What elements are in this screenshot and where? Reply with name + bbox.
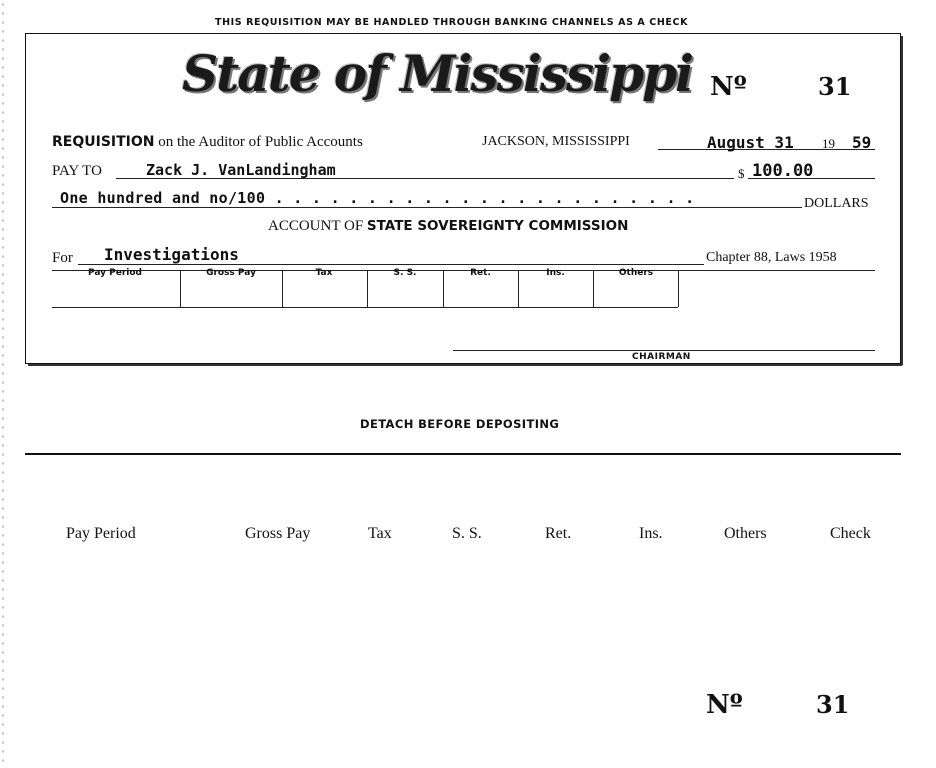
stub-number-value: 31 xyxy=(816,690,850,719)
chapter-reference: Chapter 88, Laws 1958 xyxy=(706,250,837,265)
currency-symbol: $ xyxy=(738,166,745,181)
dollars-label: DOLLARS xyxy=(804,196,869,211)
check-number-label: Nº xyxy=(710,72,747,102)
stub-head-gross-pay: Gross Pay xyxy=(245,525,311,542)
stub-head-ret: Ret. xyxy=(545,525,572,542)
deduction-head-gross-pay: Gross Pay xyxy=(206,268,256,278)
amount-figures: 100.00 xyxy=(752,161,814,181)
check-number-value: 31 xyxy=(818,72,852,101)
chairman-label: CHAIRMAN xyxy=(632,352,691,362)
stub-head-ss: S. S. xyxy=(452,525,482,542)
amount-in-words: One hundred and no/100 . . . . . . . . . . . . . . . . . . . . . . . xyxy=(60,189,695,207)
chairman-signature-line xyxy=(453,350,875,351)
account-line xyxy=(268,218,628,235)
stub-head-pay-period: Pay Period xyxy=(66,525,136,542)
account-name: STATE SOVEREIGNTY COMMISSION xyxy=(366,218,629,234)
stub-head-tax: Tax xyxy=(368,525,392,542)
stub-divider xyxy=(25,453,901,455)
purpose-value: Investigations xyxy=(104,245,239,264)
stub-number-label: Nº xyxy=(706,690,743,720)
deduction-head-tax: Tax xyxy=(315,268,333,278)
year-suffix: 59 xyxy=(852,133,872,152)
stub-head-ins: Ins. xyxy=(639,525,663,542)
stub-head-others: Others xyxy=(724,525,767,542)
deduction-head-ss: S. S. xyxy=(393,268,417,278)
deduction-head-others: Others xyxy=(618,268,654,278)
for-label: For xyxy=(52,250,73,266)
deduction-head-ret: Ret. xyxy=(470,268,491,278)
pay-to-label: PAY TO xyxy=(52,163,102,179)
location-label: JACKSON, MISSISSIPPI xyxy=(482,134,630,149)
requisition-label: REQUISITION xyxy=(52,134,155,150)
stub-head-check: Check xyxy=(830,525,871,542)
banking-notice: THIS REQUISITION MAY BE HANDLED THROUGH BANKING CHANNELS AS A CHECK xyxy=(215,17,689,28)
deduction-head-ins: Ins. xyxy=(546,268,565,278)
date-value: August 31 xyxy=(707,133,794,152)
detach-notice: DETACH BEFORE DEPOSITING xyxy=(360,417,560,431)
state-of-mississippi-title: State of Mississippi xyxy=(182,44,693,103)
payee-name: Zack J. VanLandingham xyxy=(146,161,336,179)
deduction-head-pay-period: Pay Period xyxy=(88,268,142,278)
account-label: ACCOUNT OF xyxy=(268,218,364,234)
requisition-description: on the Auditor of Public Accounts xyxy=(158,134,363,150)
left-edge-perforation xyxy=(0,0,6,768)
requisition-line xyxy=(52,134,363,151)
year-prefix: 19 xyxy=(822,136,835,151)
